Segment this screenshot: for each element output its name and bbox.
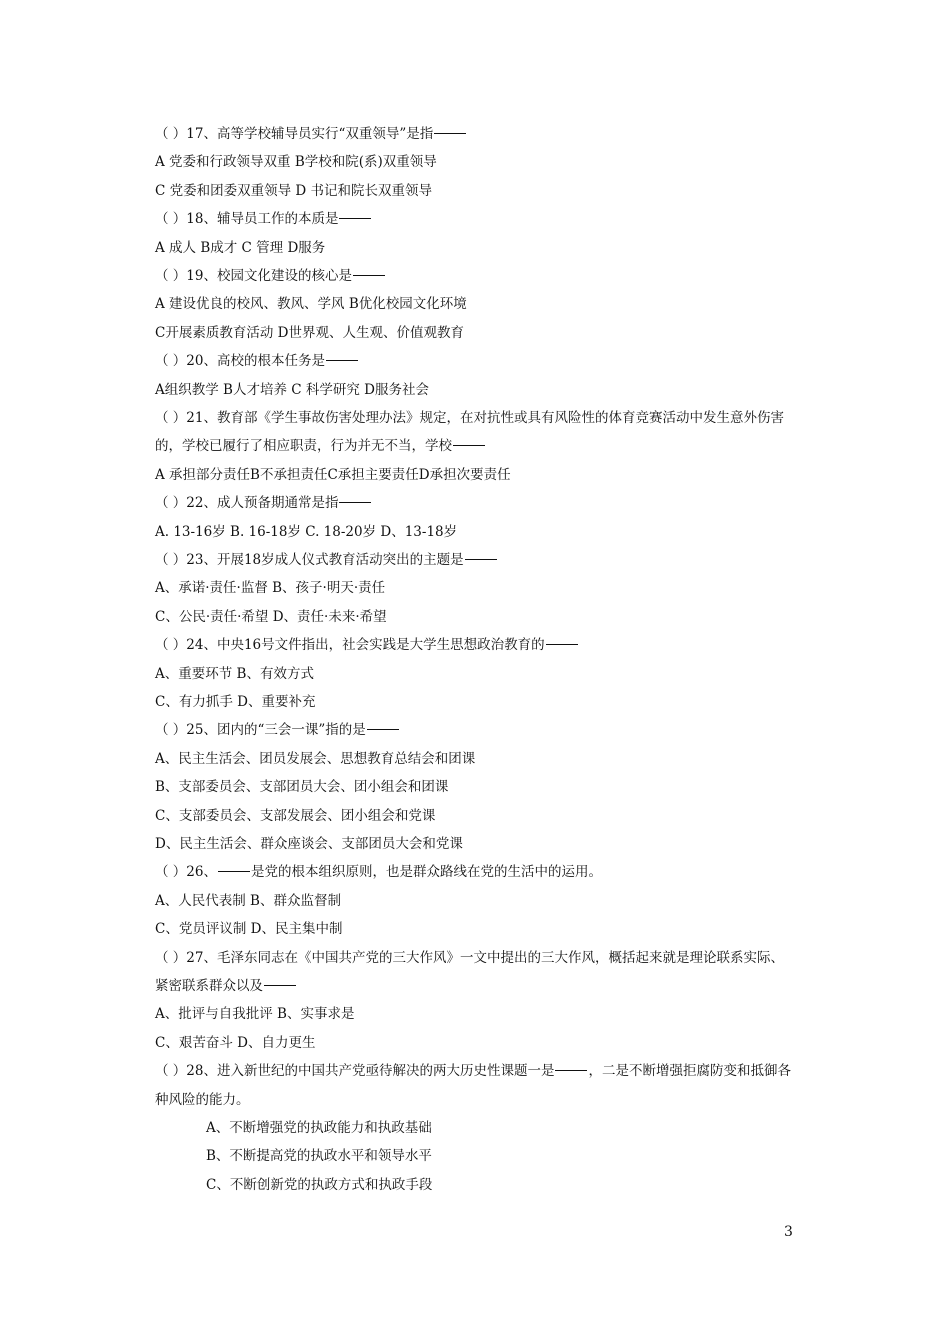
text-line — [155, 152, 805, 172]
answer-blank — [555, 1070, 587, 1071]
line-text: （ ）20、高校的根本任务是 — [155, 353, 325, 370]
line-text: （ ）23、开展18岁成人仪式教育活动突出的主题是 — [155, 552, 464, 568]
text-line — [155, 1004, 805, 1024]
line-text: C、艰苦奋斗 D、自力更生 — [155, 1034, 316, 1051]
text-line — [155, 209, 805, 229]
line-text: C、公民·责任·希望 D、责任·未来·希望 — [155, 608, 387, 625]
line-text: （ ）21、教育部《学生事故伤害处理办法》规定，在对抗性或具有风险性的体育竞赛活动中发生意外伤害 — [155, 410, 784, 426]
line-text: （ ）25、团内的“三会一课”指的是 — [155, 722, 366, 739]
line-text: A、承诺·责任·监督 B、孩子·明天·责任 — [155, 580, 386, 597]
text-line — [155, 777, 805, 797]
text-line — [155, 692, 805, 712]
line-text: （ ）22、成人预备期通常是指 — [155, 495, 339, 512]
line-text: A、民主生活会、团员发展会、思想教育总结会和团课 — [155, 750, 476, 767]
line-text: （ ）24、中央16号文件指出，社会实践是大学生思想政治教育的 — [155, 637, 545, 654]
answer-blank — [218, 871, 250, 872]
text-line — [155, 238, 805, 258]
line-text: C 党委和团委双重领导 D 书记和院长双重领导 — [155, 182, 433, 199]
answer-blank — [353, 275, 385, 276]
text-line — [155, 465, 805, 485]
text-line — [155, 607, 805, 627]
answer-blank — [339, 502, 371, 503]
line-text: A 党委和行政领导双重 B学校和院(系)双重领导 — [155, 154, 437, 171]
text-line — [206, 1118, 856, 1138]
page-number: 3 — [784, 1224, 793, 1240]
line-text: A. 13-16岁 B. 16-18岁 C. 18-20岁 D、13-18岁 — [155, 523, 458, 540]
line-text: B、不断提高党的执政水平和领导水平 — [206, 1148, 432, 1165]
text-line — [155, 578, 805, 598]
text-line — [155, 976, 805, 996]
line-text: A 承担部分责任B不承担责任C承担主要责任D承担次要责任 — [155, 466, 511, 483]
line-text: C开展素质教育活动 D世界观、人生观、价值观教育 — [155, 324, 464, 341]
answer-blank — [453, 445, 485, 446]
answer-blank — [339, 218, 371, 219]
line-text: A、不断增强党的执政能力和执政基础 — [206, 1120, 432, 1136]
line-text: C、党员评议制 D、民主集中制 — [155, 921, 343, 938]
text-line — [155, 720, 805, 740]
text-line — [155, 266, 805, 286]
text-line — [155, 1090, 805, 1110]
line-text: A 成人 B成才 C 管理 D服务 — [155, 239, 326, 256]
line-text: （ ）18、辅导员工作的本质是 — [155, 211, 339, 228]
text-line — [155, 181, 805, 201]
line-text: A组织教学 B人才培养 C 科学研究 D服务社会 — [155, 381, 429, 398]
line-text: 紧密联系群众以及 — [155, 978, 263, 994]
text-line — [155, 380, 805, 400]
text-line — [206, 1146, 856, 1166]
line-text-before: （ ）26、 — [155, 864, 217, 881]
text-line — [155, 493, 805, 513]
line-text: C、有力抓手 D、重要补充 — [155, 694, 316, 710]
text-line — [155, 436, 805, 456]
text-line — [206, 1175, 856, 1195]
text-line — [155, 635, 805, 655]
line-text-before: （ ）28、进入新世纪的中国共产党亟待解决的两大历史性课题一是 — [155, 1063, 555, 1080]
line-text: C、不断创新党的执政方式和执政手段 — [206, 1176, 433, 1193]
text-line — [155, 323, 805, 343]
line-text: D、民主生活会、群众座谈会、支部团员大会和党课 — [155, 836, 463, 852]
line-text: C、支部委员会、支部发展会、团小组会和党课 — [155, 807, 436, 824]
line-text: （ ）19、校园文化建设的核心是 — [155, 268, 352, 284]
line-text: A、人民代表制 B、群众监督制 — [155, 892, 341, 909]
answer-blank — [546, 644, 578, 645]
text-line — [155, 806, 805, 826]
text-line — [155, 408, 805, 428]
text-line — [155, 948, 805, 968]
line-text: A、重要环节 B、有效方式 — [155, 665, 314, 682]
text-line — [155, 834, 805, 854]
line-text: A 建设优良的校风、教风、学风 B优化校园文化环境 — [155, 296, 467, 313]
text-line — [155, 1033, 805, 1053]
line-text: （ ）27、毛泽东同志在《中国共产党的三大作风》一文中提出的三大作风，概括起来就是理论联系实际、 — [155, 949, 784, 966]
line-text: 种风险的能力。 — [155, 1091, 250, 1108]
line-text: A、批评与自我批评 B、实事求是 — [155, 1006, 355, 1023]
line-text: B、支部委员会、支部团员大会、团小组会和团课 — [155, 779, 449, 796]
text-line — [155, 664, 805, 684]
line-text: ，二是不断增强拒腐防变和抵御各 — [588, 1063, 791, 1080]
answer-blank — [326, 360, 358, 361]
line-text: 的，学校已履行了相应职责，行为并无不当，学校 — [155, 438, 452, 455]
text-line — [155, 1061, 805, 1081]
answer-blank — [367, 729, 399, 730]
text-line — [155, 351, 805, 371]
text-line — [155, 124, 805, 144]
answer-blank — [264, 985, 296, 986]
text-line — [155, 862, 805, 882]
answer-blank — [434, 133, 466, 134]
text-line — [155, 891, 805, 911]
text-line — [155, 749, 805, 769]
answer-blank — [465, 559, 497, 560]
text-line — [155, 294, 805, 314]
text-line — [155, 550, 805, 570]
text-line — [155, 919, 805, 939]
line-text: （ ）17、高等学校辅导员实行“双重领导”是指 — [155, 126, 434, 142]
text-line — [155, 522, 805, 542]
line-text: 是党的根本组织原则，也是群众路线在党的生活中的运用。 — [250, 864, 602, 881]
